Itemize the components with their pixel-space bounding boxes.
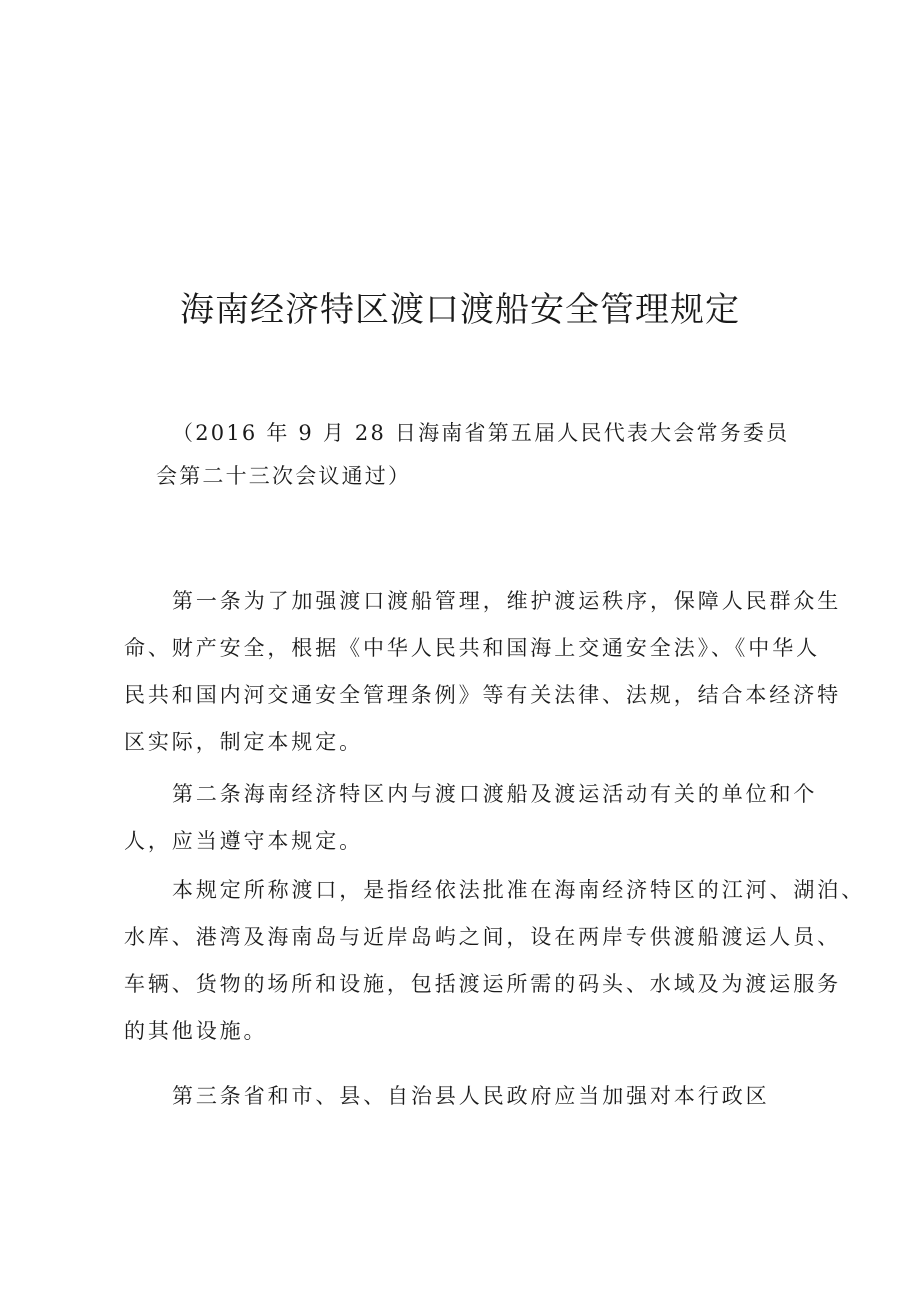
article-2-paragraph [124, 771, 818, 865]
adoption-note [124, 412, 804, 498]
paragraph-line: 第三条省和市、县、自治县人民政府应当加强对本行政区 [172, 1084, 770, 1108]
article-1-paragraph [124, 578, 842, 766]
paragraph-line: 区实际，制定本规定。 [124, 730, 363, 754]
adoption-note-line: 会第二十三次会议通过） [156, 464, 412, 488]
paragraph-line: 命、财产安全，根据《中华人民共和国海上交通安全法》、《中华人 [124, 636, 820, 660]
paragraph-line: 人，应当遵守本规定。 [124, 829, 363, 853]
paragraph-line: 本规定所称渡口，是指经依法批准在海南经济特区的江河、湖泊、 [172, 878, 866, 902]
paragraph-line: 的其他设施。 [124, 1019, 268, 1043]
paragraph-line: 民共和国内河交通安全管理条例》等有关法律、法规，结合本经济特 [124, 683, 841, 707]
ferry-definition-paragraph [124, 867, 866, 1055]
paragraph-line: 第二条海南经济特区内与渡口渡船及渡运活动有关的单位和个 [172, 782, 818, 806]
adoption-note-line: （2016 年 9 月 28 日海南省第五届人民代表大会常务委员 [172, 421, 790, 445]
paragraph-line: 车辆、货物的场所和设施，包括渡运所需的码头、水域及为渡运服务 [124, 972, 841, 996]
document-title: 海南经济特区渡口渡船安全管理规定 [180, 290, 740, 330]
paragraph-line: 水库、港湾及海南岛与近岸岛屿之间，设在两岸专供渡船渡运人员、 [124, 925, 841, 949]
paragraph-line: 第一条为了加强渡口渡船管理，维护渡运秩序，保障人民群众生 [172, 589, 842, 613]
article-3-paragraph [124, 1073, 814, 1120]
